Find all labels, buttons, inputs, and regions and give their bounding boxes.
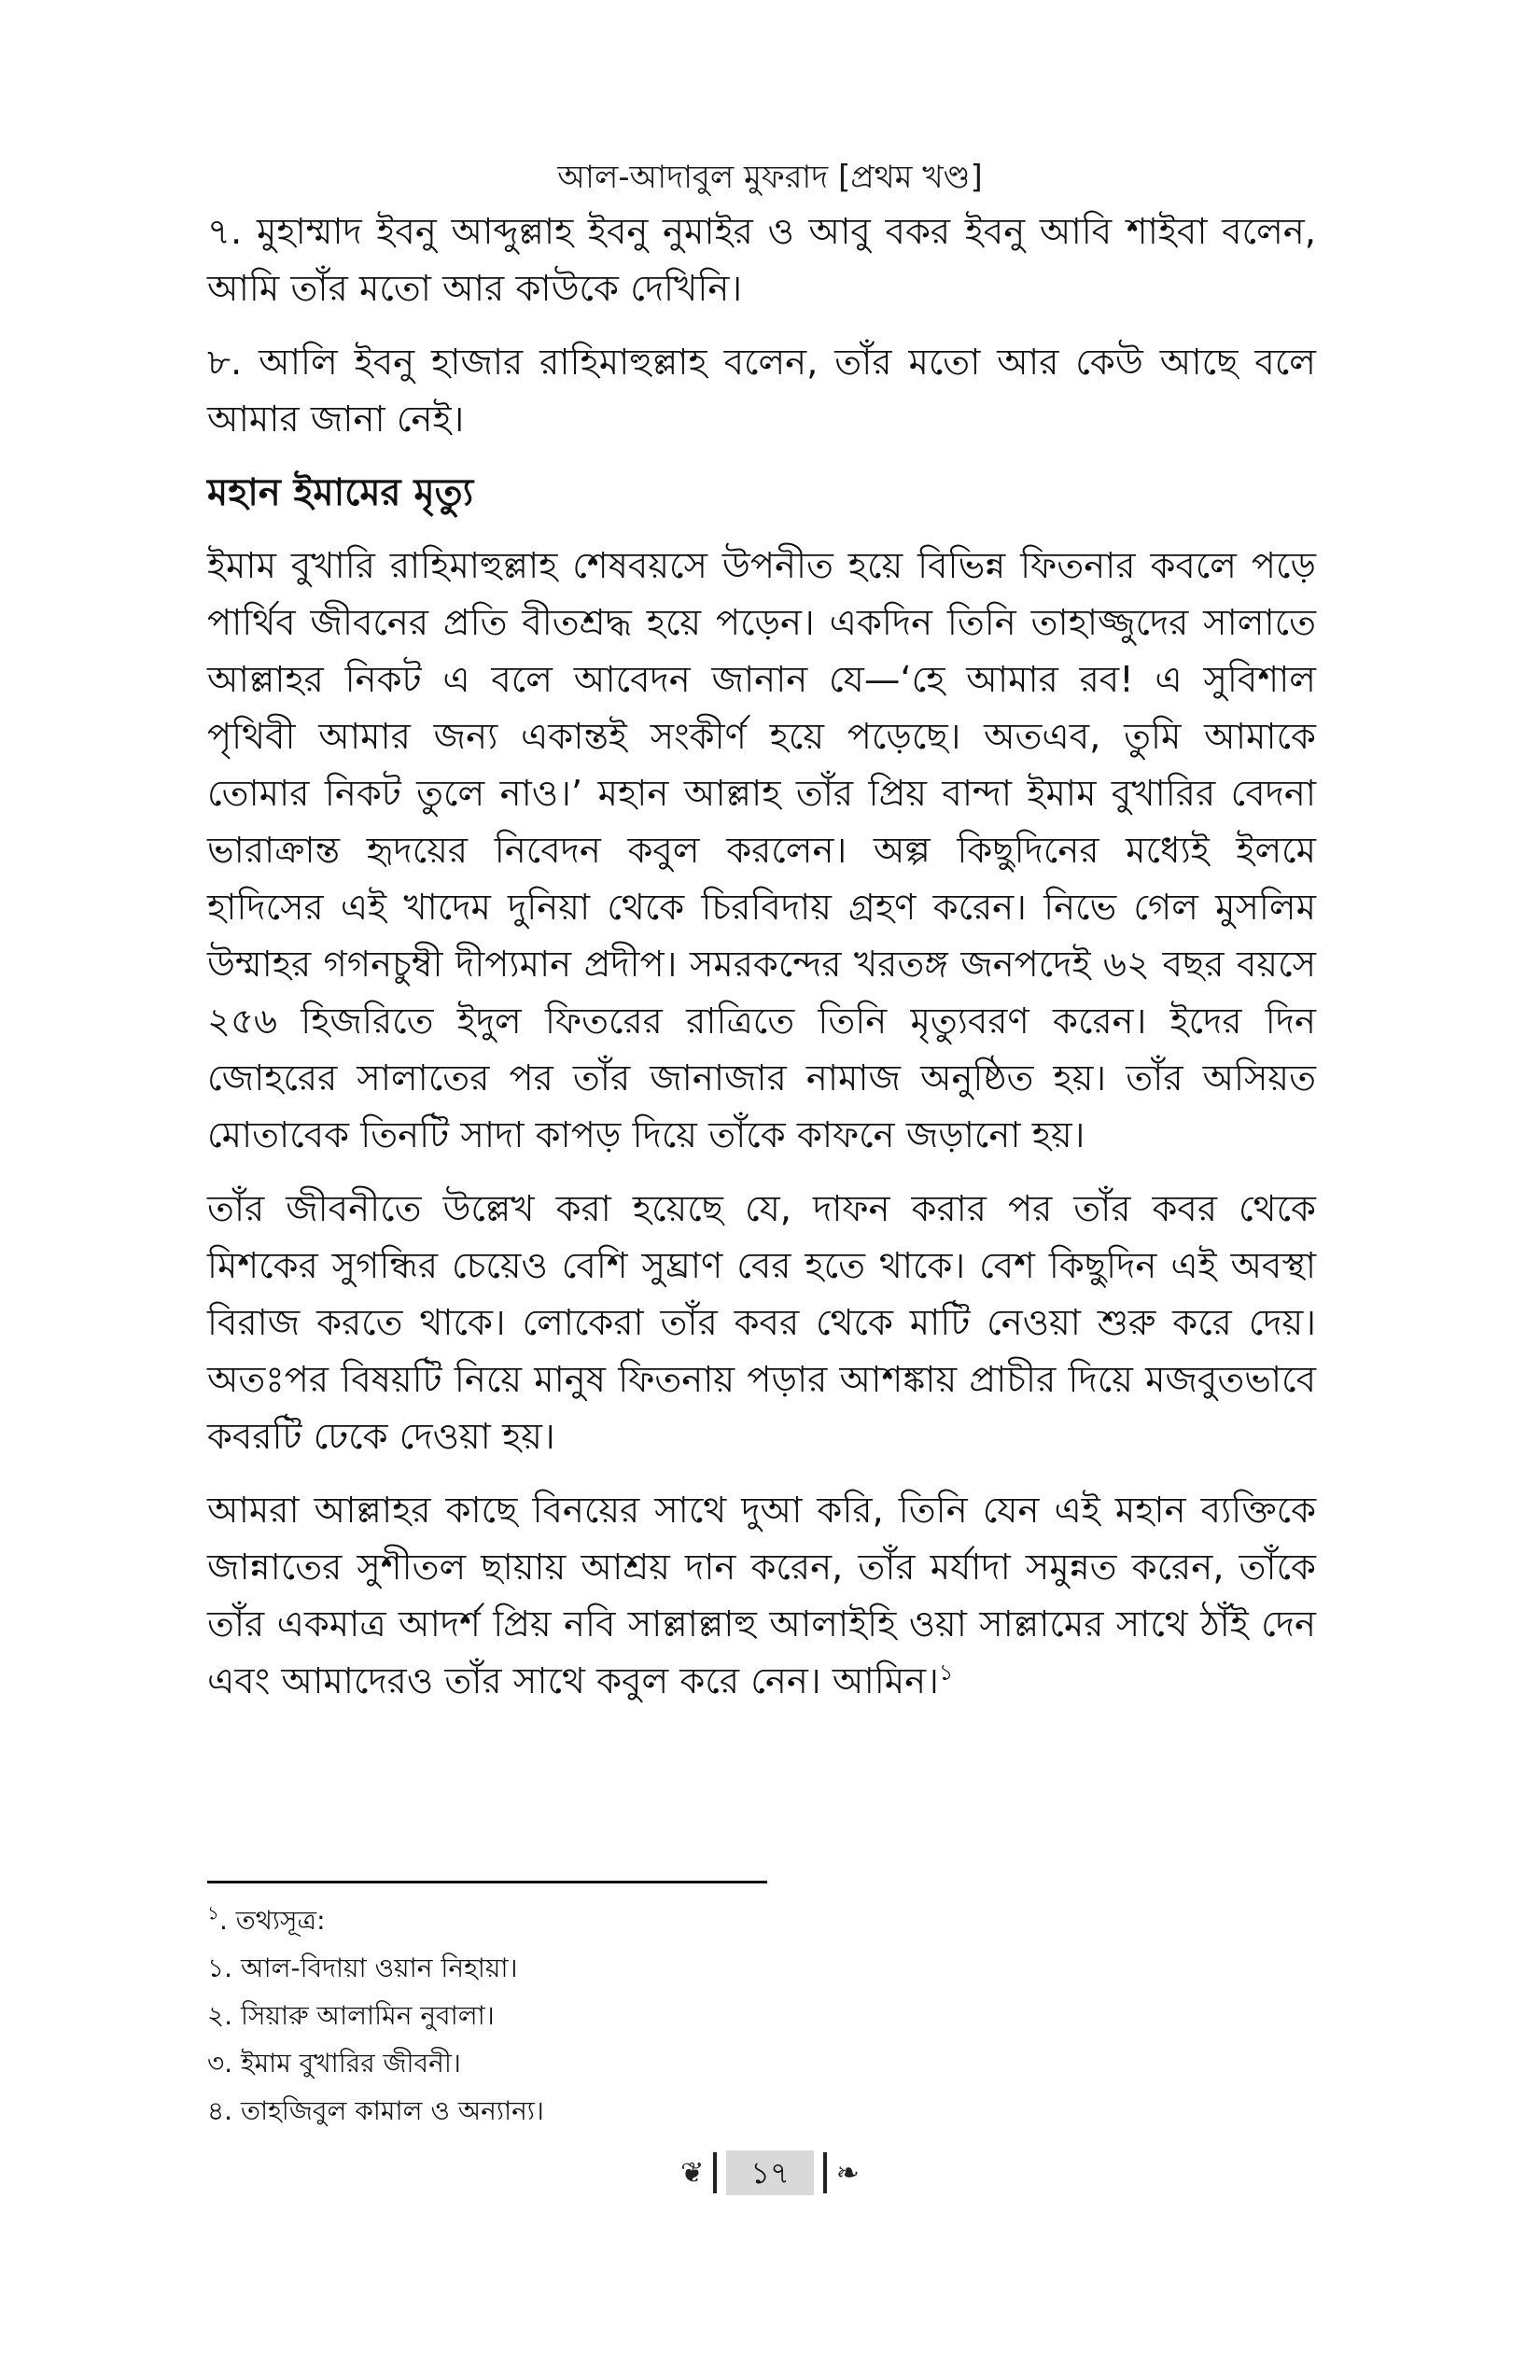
page-number-box bbox=[680, 2150, 860, 2195]
body-text bbox=[207, 203, 1316, 1727]
paragraph-grave-fragrance: তাঁর জীবনীতে উল্লেখ করা হয়েছে যে, দাফন করার পর তাঁর কবর থেকে মিশকের সুগন্ধির চেয়েও বেশি সুঘ্রাণ বের হতে থাকে। বেশ কিছুদিন এই অবস্থা বিরাজ করতে থাকে। লোকেরা তাঁর কবর থেকে মাটি নেওয়া শুরু করে দেয়। অতঃপর বিষয়টি নিয়ে মানুষ ফিতনায় পড়ার আশঙ্কায় প্রাচীর দিয়ে মজবুতভাবে কবরটি ঢেকে দেওয়া হয়। bbox=[207, 1188, 1316, 1458]
right-ornament-icon: ❧ bbox=[835, 2156, 860, 2190]
footnote-intro-text: . তথ্যসূত্র: bbox=[218, 1905, 326, 1936]
footnote-intro bbox=[207, 1897, 1316, 1944]
footnote-item: ২. সিয়ারু আলামিন নুবালা। bbox=[207, 2000, 495, 2031]
footnote-marker: ১ bbox=[207, 1901, 219, 1925]
section-heading: মহান ইমামের মৃত্যু bbox=[207, 471, 474, 514]
paragraph-point-7: ৭. মুহাম্মাদ ইবনু আব্দুল্লাহ ইবনু নুমাইর ও আবু বকর ইবনু আবি শাইবা বলেন, আমি তাঁর মতো আর কাউকে দেখিনি। bbox=[207, 211, 1316, 310]
left-ornament-icon: ❦ bbox=[680, 2156, 705, 2190]
footnote-item: ১. আল-বিদায়া ওয়ান নিহায়া। bbox=[207, 1953, 518, 1983]
paragraph-point-8: ৮. আলি ইবনু হাজার রাহিমাহুল্লাহ বলেন, তাঁর মতো আর কেউ আছে বলে আমার জানা নেই। bbox=[207, 342, 1316, 441]
footnote-reference[interactable]: ১ bbox=[938, 1659, 954, 1687]
footnotes bbox=[207, 1897, 1316, 2135]
right-bar-icon bbox=[823, 2152, 827, 2193]
supplication-text: আমরা আল্লাহর কাছে বিনয়ের সাথে দুআ করি, তিনি যেন এই মহান ব্যক্তিকে জান্নাতের সুশীতল ছায়ায় আশ্রয় দান করেন, তাঁর মর্যাদা সমুন্নত করেন, তাঁকে তাঁর একমাত্র আদর্শ প্রিয় নবি সাল্লাল্লাহু আলাইহি ওয়া সাল্লামের সাথে ঠাঁই দেন এবং আমাদেরও তাঁর সাথে কবুল করে নেন। আমিন। bbox=[207, 1490, 1316, 1702]
running-header: আল-আদাবুল মুফরাদ [প্রথম খণ্ড] bbox=[557, 159, 983, 196]
page-footer bbox=[0, 2150, 1540, 2195]
footnote-divider bbox=[207, 1881, 767, 1883]
left-bar-icon bbox=[713, 2152, 717, 2193]
footnote-item: ৪. তাহজিবুল কামাল ও অন্যান্য। bbox=[207, 2095, 544, 2126]
page-number: ১৭ bbox=[726, 2150, 814, 2195]
footnote-item: ৩. ইমাম বুখারির জীবনী। bbox=[207, 2048, 461, 2079]
paragraph-supplication bbox=[207, 1482, 1316, 1710]
paragraph-death-account: ইমাম বুখারি রাহিমাহুল্লাহ শেষবয়সে উপনীত হয়ে বিভিন্ন ফিতনার কবলে পড়ে পার্থিব জীবনের প্রতি বীতশ্রদ্ধ হয়ে পড়েন। একদিন তিনি তাহাজ্জুদের সালাতে আল্লাহর নিকট এ বলে আবেদন জানান যে—‘হে আমার রব! এ সুবিশাল পৃথিবী আমার জন্য একান্তই সংকীর্ণ হয়ে পড়েছে। অতএব, তুমি আমাকে তোমার নিকট তুলে নাও।’ মহান আল্লাহ তাঁর প্রিয় বান্দা ইমাম বুখারির বেদনা ভারাক্রান্ত হৃদয়ের নিবেদন কবুল করলেন। অল্প কিছুদিনের মধ্যেই ইলমে হাদিসের এই খাদেম দুনিয়া থেকে চিরবিদায় গ্রহণ করেন। নিভে গেল মুসলিম উম্মাহর গগনচুম্বী দীপ্যমান প্রদীপ। সমরকন্দের খরতঙ্গ জনপদেই ৬২ বছর বয়সে ২৫৬ হিজরিতে ইদুল ফিতরের রাত্রিতে তিনি মৃত্যুবরণ করেন। ইদের দিন জোহরের সালাতের পর তাঁর জানাজার নামাজ অনুষ্ঠিত হয়। তাঁর অসিয়ত মোতাবেক তিনটি সাদা কাপড় দিয়ে তাঁকে কাফনে জড়ানো হয়। bbox=[207, 545, 1316, 1156]
